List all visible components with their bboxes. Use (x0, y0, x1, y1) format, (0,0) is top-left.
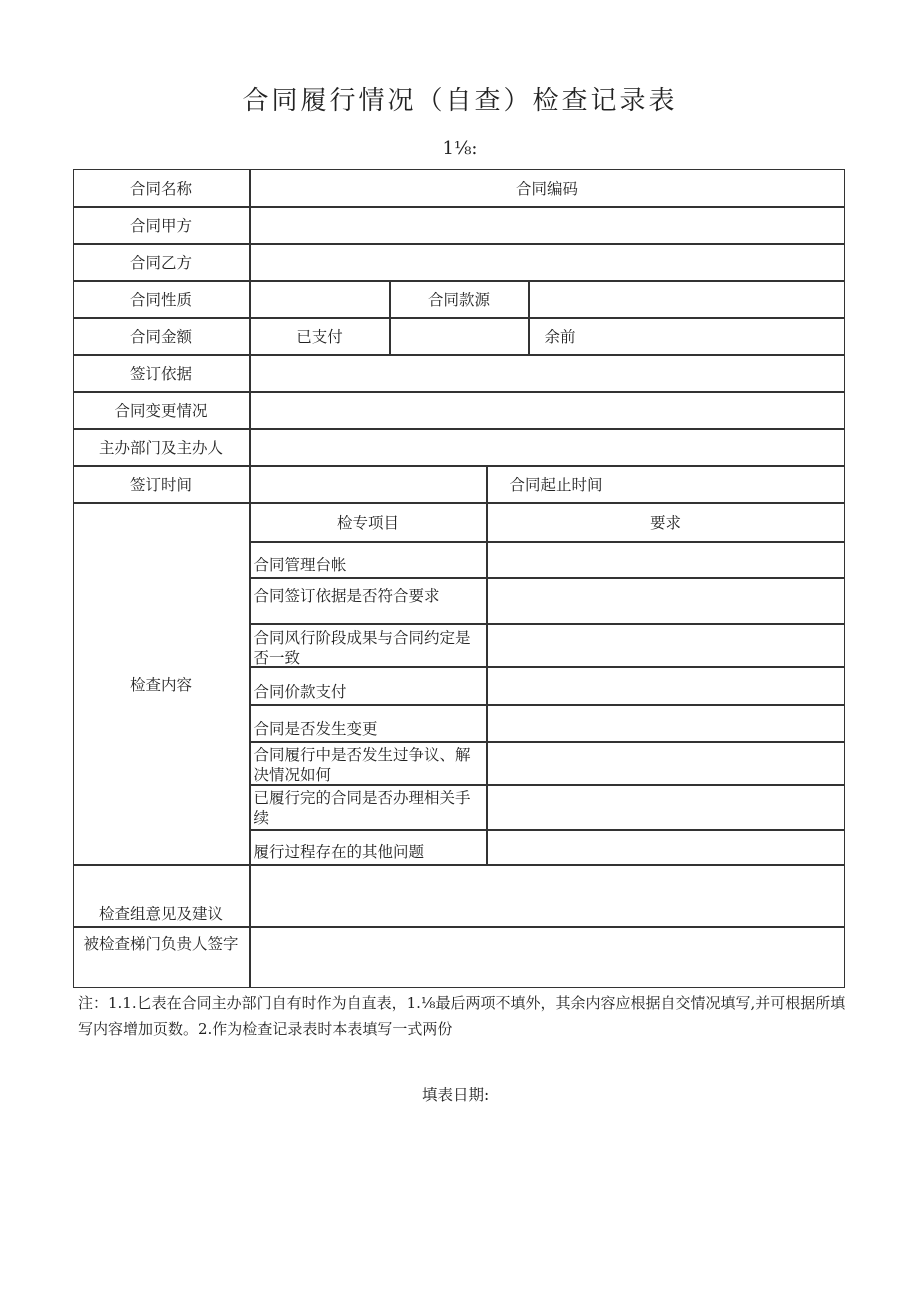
check-requirement[interactable] (487, 785, 845, 830)
check-requirement[interactable] (487, 624, 845, 667)
header-check-item: 检专项目 (250, 503, 487, 542)
field-paid[interactable] (390, 318, 529, 355)
label-changes: 合同变更情况 (73, 392, 250, 429)
check-item: 合同风行阶段成果与合同约定是否一致 (250, 624, 487, 667)
page-title: 合同履行情况（自查）检查记录表 (242, 86, 678, 116)
label-paid: 已支付 (250, 318, 390, 355)
label-contract-name: 合同名称 (73, 169, 250, 207)
check-requirement[interactable] (487, 578, 845, 624)
check-item: 合同是否发生变更 (250, 705, 487, 742)
footnote: 注：1.1.匕表在合同主办部门自有时作为自直表，1.⅛最后两项不填外，其余内容应根据自交情况填写,并可根据所填写内容增加页数。2.作为检查记录表时本表填写一式两份 (78, 994, 846, 1038)
field-opinion[interactable] (250, 865, 845, 927)
check-requirement[interactable] (487, 542, 845, 578)
check-requirement[interactable] (487, 742, 845, 785)
check-item: 履行过程存在的其他问题 (250, 830, 487, 865)
field-party-b[interactable] (250, 244, 845, 281)
check-item: 合同签订依据是否符合要求 (250, 578, 487, 624)
check-item: 已履行完的合同是否办理相关手续 (250, 785, 487, 830)
label-nature: 合同性质 (73, 281, 250, 318)
check-requirement[interactable] (487, 705, 845, 742)
check-item: 合同履行中是否发生过争议、解决情况如何 (250, 742, 487, 785)
field-signature[interactable] (250, 927, 845, 988)
fill-date-label: 填表日期: (422, 1086, 490, 1104)
label-signature: 被检查梯门负贵人签字 (73, 927, 250, 988)
check-requirement[interactable] (487, 667, 845, 705)
label-signing-basis: 签订依据 (73, 355, 250, 392)
label-sign-time: 签订时间 (73, 466, 250, 503)
label-amount: 合同金额 (73, 318, 250, 355)
page-subtitle: 1⅛: (442, 138, 478, 159)
field-dept-person[interactable] (250, 429, 845, 466)
field-signing-basis[interactable] (250, 355, 845, 392)
field-funding-source[interactable] (529, 281, 845, 318)
check-item: 合同管理台帐 (250, 542, 487, 578)
label-party-a: 合同甲方 (73, 207, 250, 244)
label-funding-source: 合同款源 (390, 281, 529, 318)
label-contract-code: 合同编码 (250, 169, 845, 207)
header-requirement: 要求 (487, 503, 845, 542)
label-party-b: 合同乙方 (73, 244, 250, 281)
field-nature[interactable] (250, 281, 390, 318)
field-sign-time[interactable] (250, 466, 487, 503)
label-dept-person: 主办部门及主办人 (73, 429, 250, 466)
label-balance: 余前 (529, 318, 845, 355)
label-period: 合同起止时间 (487, 466, 845, 503)
field-party-a[interactable] (250, 207, 845, 244)
check-item: 合同价款支付 (250, 667, 487, 705)
label-opinion: 检查组意见及建议 (73, 865, 250, 927)
check-requirement[interactable] (487, 830, 845, 865)
field-changes[interactable] (250, 392, 845, 429)
label-check-content: 检查内容 (73, 503, 250, 865)
